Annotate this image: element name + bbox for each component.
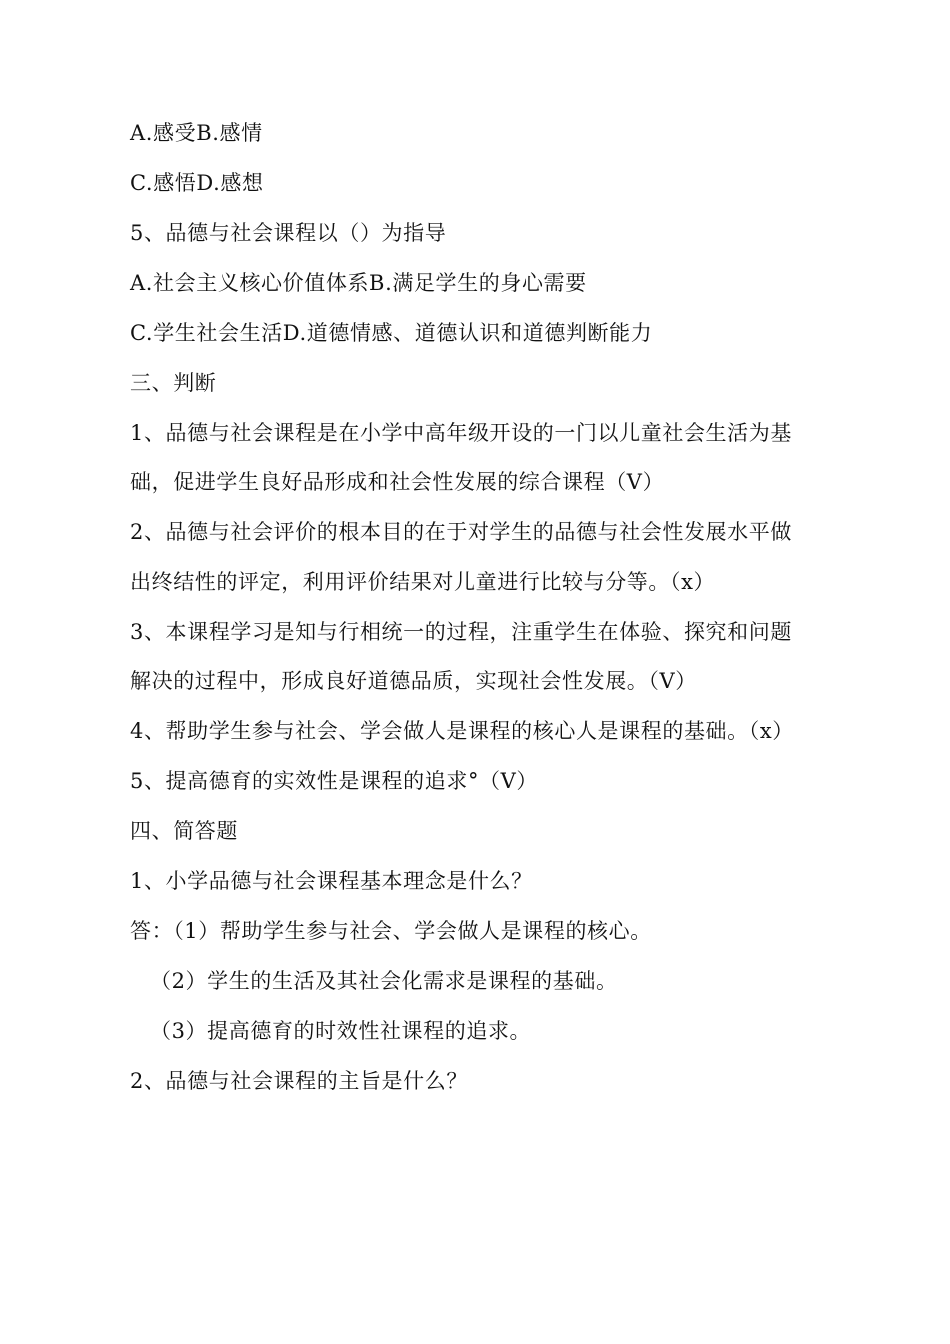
section-heading-short-answer: 四、简答题 [130,819,238,843]
judgement-1-line-1: 1、品德与社会课程是在小学中高年级开设的一门以儿童社会生活为基 [130,421,792,445]
answer-line-3: （3）提高德育的时效性社课程的追求。 [150,1019,532,1043]
option-line-c-d: C.学生社会生活D.道德情感、道德认识和道德判断能力 [130,321,653,345]
option-line-c-d: C.感悟D.感想 [130,171,264,195]
judgement-3-line-1: 3、本课程学习是知与行相统一的过程，注重学生在体验、探究和问题 [130,620,792,644]
section-heading-judgement: 三、判断 [130,371,217,395]
option-line-a-b: A.感受B.感情 [130,121,263,145]
judgement-3-line-2: 解决的过程中，形成良好道德品质，实现社会性发展。（V） [130,669,697,693]
judgement-1-line-2: 础，促进学生良好品形成和社会性发展的综合课程（V） [130,470,665,494]
answer-line-2: （2）学生的生活及其社会化需求是课程的基础。 [150,969,618,993]
judgement-5: 5、提高德育的实效性是课程的追求°（V） [130,769,539,793]
judgement-2-line-2: 出终结性的评定，利用评价结果对儿童进行比较与分等。（x） [130,570,716,594]
question-5: 5、品德与社会课程以（）为指导 [130,221,447,245]
answer-line-1: 答：（1）帮助学生参与社会、学会做人是课程的核心。 [130,919,652,943]
option-line-a-b: A.社会主义核心价值体系B.满足学生的身心需要 [130,271,587,295]
judgement-2-line-1: 2、品德与社会评价的根本目的在于对学生的品德与社会性发展水平做 [130,520,792,544]
short-answer-question-2: 2、品德与社会课程的主旨是什么？ [130,1069,468,1093]
judgement-4: 4、帮助学生参与社会、学会做人是课程的核心人是课程的基础。（x） [130,719,794,743]
short-answer-question-1: 1、小学品德与社会课程基本理念是什么？ [130,869,533,893]
